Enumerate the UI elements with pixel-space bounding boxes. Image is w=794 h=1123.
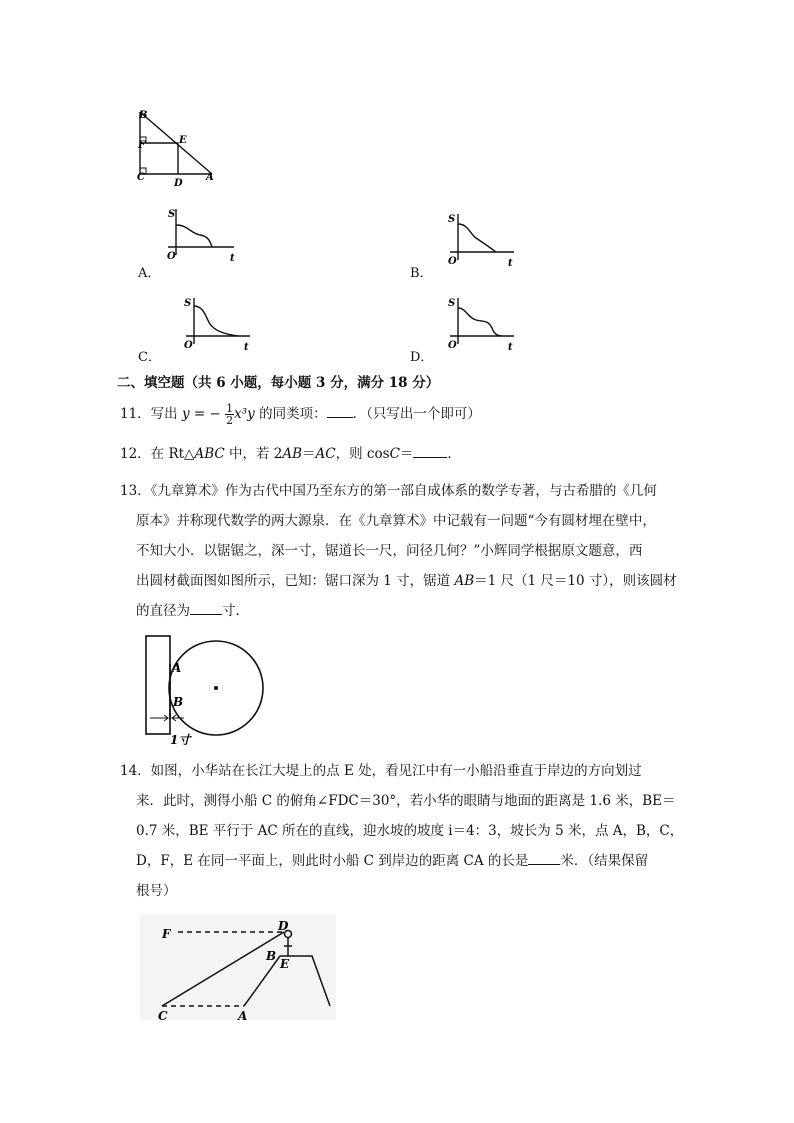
axis-t: t <box>508 342 513 353</box>
option-a-label[interactable]: A． <box>138 266 161 281</box>
q13-line4 <box>120 566 677 596</box>
label-E: E <box>179 135 187 146</box>
q11-eq: = − <box>189 406 226 422</box>
q12-prefix: 12．在 Rt△ <box>120 446 195 462</box>
q12-ac: AC <box>315 446 336 462</box>
q11-answer-blank[interactable] <box>327 405 353 418</box>
question-11 <box>120 403 481 426</box>
q12-answer-blank[interactable] <box>413 445 447 458</box>
axis-o: O <box>448 256 457 267</box>
label-C: C <box>158 1009 168 1023</box>
circle-wall-figure <box>140 626 270 750</box>
question-13 <box>120 476 677 626</box>
q13-line5 <box>120 596 677 626</box>
q14-line2: 来．此时，测得小船 C 的俯角∠FDC＝30°，若小华的眼睛与地面的距离是 1.6 米，BE＝ <box>136 793 676 809</box>
option-d-graph[interactable] <box>440 292 520 354</box>
q13-line4a: 出圆材截面图如图所示，已知：锯口深为 1 寸，锯道 <box>136 573 455 589</box>
axis-s: S <box>184 298 192 309</box>
label-A: A <box>172 661 182 675</box>
label-F: F <box>162 927 171 941</box>
q12-end: ． <box>447 446 461 462</box>
q14-line3: 0.7 米，BE 平行于 AC 所在的直线，迎水坡的坡度 i＝4：3，坡长为 5 米，点 A，B，C， <box>136 823 684 839</box>
q14-line5: 根号） <box>136 883 177 899</box>
label-D: D <box>174 178 183 189</box>
q13-line5b: 寸． <box>222 603 249 619</box>
q11-expr: x³y <box>234 406 255 422</box>
label-1cun: 1寸 <box>170 733 191 747</box>
option-a-graph[interactable] <box>162 203 242 265</box>
q13-answer-blank[interactable] <box>190 602 222 615</box>
q12-mid: 中，若 2 <box>224 446 283 462</box>
q13-ab: AB <box>454 573 475 589</box>
label-A: A <box>238 1009 248 1023</box>
q13-line5a: 的直径为 <box>136 603 190 619</box>
section-heading: 二、填空题（共 6 小题，每小题 3 分，满分 18 分） <box>117 375 440 391</box>
axis-o: O <box>167 251 176 262</box>
triangle-figure <box>128 100 228 192</box>
q14-answer-blank[interactable] <box>528 852 560 865</box>
q13-line3: 不知大小．以锯锯之，深一寸，锯道长一尺，问径几何？”小辉同学根据原文题意，西 <box>136 543 643 559</box>
label-D: D <box>278 919 289 933</box>
q12-eq: ＝ <box>302 446 316 462</box>
q14-line4b: 米．（结果保留 <box>560 853 649 869</box>
label-B: B <box>173 695 184 709</box>
q14-line4a: D，F，E 在同一平面上，则此时小船 C 到岸边的距离 CA 的长是 <box>136 853 529 869</box>
option-b-label[interactable]: B． <box>410 266 433 281</box>
q11-y: y <box>181 406 190 422</box>
question-12 <box>120 445 461 463</box>
embankment-figure <box>138 912 338 1024</box>
option-c-graph[interactable] <box>176 292 256 354</box>
axis-t: t <box>244 342 249 353</box>
option-b-graph[interactable] <box>440 208 520 270</box>
q11-tail: ．（只写出一个即可） <box>352 406 481 422</box>
q12-abc: ABC <box>194 446 225 462</box>
q12-eq2: ＝ <box>399 446 414 462</box>
q12-then: ，则 cos <box>335 446 390 462</box>
axis-s: S <box>168 209 176 220</box>
label-A: A <box>206 172 214 183</box>
q13-line4b: ＝1 尺（1 尺＝10 寸），则该圆材 <box>474 573 677 589</box>
label-E: E <box>280 957 290 971</box>
axis-s: S <box>448 298 456 309</box>
option-c-label[interactable]: C． <box>138 350 161 365</box>
label-B: B <box>139 110 148 121</box>
q11-frac-den: 2 <box>226 414 234 427</box>
q13-line2: 原本》并称现代数学的两大源泉．在《九章算术》中记载有一问题“今有圆材埋在壁中， <box>136 513 656 529</box>
axis-t: t <box>508 258 513 269</box>
q12-c: C <box>389 446 400 462</box>
option-d-label[interactable]: D． <box>410 350 434 365</box>
q12-ab: AB <box>282 446 303 462</box>
label-F: F <box>138 140 146 151</box>
axis-t: t <box>230 253 235 264</box>
label-C: C <box>137 172 145 183</box>
q13-line1: 13．《九章算术》作为古代中国乃至东方的第一部自成体系的数学专著，与古希腊的《几何 <box>120 483 657 499</box>
axis-o: O <box>184 340 193 351</box>
q14-line1: 14．如图，小华站在长江大堤上的点 E 处，看见江中有一小船沿垂直于岸边的方向划过 <box>120 763 642 779</box>
q14-line4 <box>120 846 683 876</box>
question-14 <box>120 756 683 906</box>
q11-after: 的同类项： <box>254 406 327 422</box>
axis-s: S <box>448 214 456 225</box>
label-B: B <box>266 949 277 963</box>
q11-frac-num: 1 <box>226 402 234 415</box>
axis-o: O <box>448 340 457 351</box>
q11-prefix: 11．写出 <box>120 406 182 422</box>
q11-fraction <box>225 403 234 426</box>
